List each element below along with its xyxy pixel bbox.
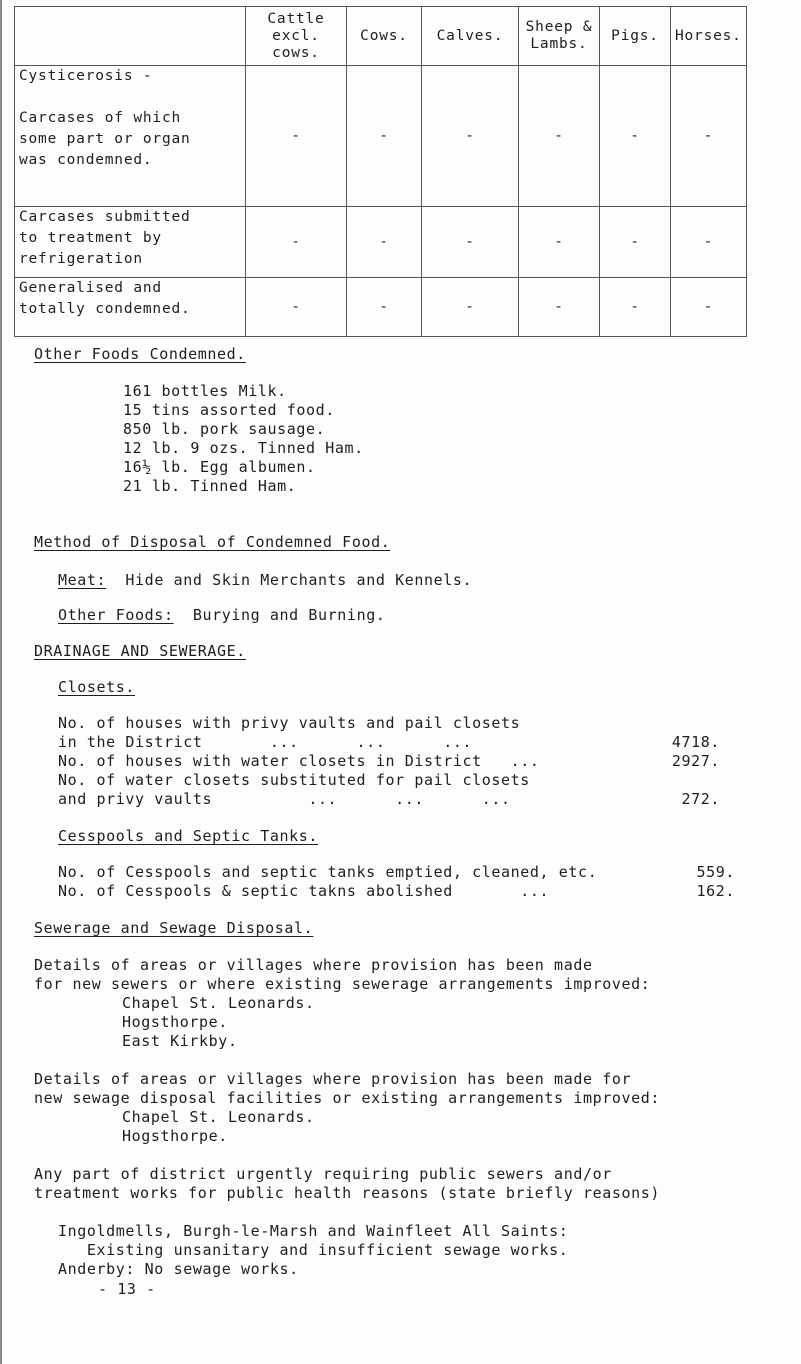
closets-value: 2927. [671,752,720,770]
row-label: Cysticerosis - Carcases of which some part or organ was condemned. [15,66,246,207]
list-item: 15 tins assorted food. [123,401,335,419]
sewers-text: Details of areas or villages where provision has been made for new sewers or where existing sewerage arrangements improved: [34,956,651,993]
page-edge [0,0,2,1364]
list-item: 16½ lb. Egg albumen. [123,458,316,476]
sewerage-heading: Sewerage and Sewage Disposal. [34,919,314,937]
closets-value: 272. [681,790,720,808]
urgent-text: Any part of district urgently requiring public sewers and/or treatment works for public health reasons (state briefly reasons) [34,1165,660,1202]
place-item: East Kirkby. [122,1032,238,1050]
meat-label: Meat: [58,571,107,589]
cesspools-value: 559. [696,863,735,881]
table-cell: - [671,66,747,207]
table-row [15,207,747,278]
table-corner [15,7,246,66]
table-cell: - [671,207,747,278]
list-item: 161 bottles Milk. [123,382,287,400]
closets-line: No. of houses with water closets in District ... [58,752,540,770]
urgent-line: Ingoldmells, Burgh-le-Marsh and Wainfleet All Saints: [58,1222,569,1240]
cesspools-heading: Cesspools and Septic Tanks. [58,827,319,845]
col-header: Calves. [422,7,519,66]
list-item: 12 lb. 9 ozs. Tinned Ham. [123,439,364,457]
closets-heading: Closets. [58,678,136,696]
cesspools-value: 162. [696,882,735,900]
table-cell: - [347,207,422,278]
row-label: Generalised and totally condemned. [15,278,246,337]
table-cell: - [246,278,347,337]
drainage-heading: DRAINAGE AND SEWERAGE. [34,642,246,660]
other-label: Other Foods: [58,606,174,624]
table-cell: - [246,207,347,278]
cesspools-line: No. of Cesspools & septic takns abolished ... [58,882,550,900]
table-row [15,66,747,207]
other-foods-heading: Other Foods Condemned. [34,345,246,363]
table-cell: - [519,278,600,337]
table-cell: - [519,207,600,278]
closets-line: No. of water closets substituted for pail closets [58,771,530,789]
urgent-line: Anderby: No sewage works. [58,1260,299,1278]
meat-text: Hide and Skin Merchants and Kennels. [125,571,473,589]
row-label: Carcases submitted to treatment by refrigeration [15,207,246,278]
table-cell: - [422,66,519,207]
table-cell: - [246,66,347,207]
table-cell: - [422,207,519,278]
table-cell: - [347,66,422,207]
page-number: - 13 - [98,1280,156,1298]
table-cell: - [600,207,671,278]
col-header: Cows. [347,7,422,66]
disposal-other [58,606,385,624]
table-cell: - [422,278,519,337]
table-cell: - [600,278,671,337]
place-item: Hogsthorpe. [122,1013,228,1031]
table-row [15,278,747,337]
disposal-heading: Method of Disposal of Condemned Food. [34,533,391,551]
disposal-text: Details of areas or villages where provision has been made for new sewage disposal facilities or existing arrangements improved: [34,1070,660,1107]
other-text: Burying and Burning. [192,606,386,624]
list-item: 21 lb. Tinned Ham. [123,477,297,495]
table-cell: - [671,278,747,337]
table-cell: - [347,278,422,337]
col-header: Sheep & Lambs. [519,7,600,66]
col-header: Cattle excl. cows. [246,7,347,66]
place-item: Chapel St. Leonards. [122,994,315,1012]
closets-line: No. of houses with privy vaults and pail closets [58,714,521,732]
disposal-meat [58,571,472,589]
closets-line: and privy vaults ... ... ... [58,790,511,808]
urgent-line: Existing unsanitary and insufficient sewage works. [58,1241,569,1259]
col-header: Horses. [671,7,747,66]
table-cell: - [600,66,671,207]
meat-inspection-table [14,6,747,337]
col-header: Pigs. [600,7,671,66]
cesspools-line: No. of Cesspools and septic tanks emptied, cleaned, etc. [58,863,598,881]
closets-line: in the District ... ... ... [58,733,473,751]
place-item: Chapel St. Leonards. [122,1108,315,1126]
list-item: 850 lb. pork sausage. [123,420,326,438]
place-item: Hogsthorpe. [122,1127,228,1145]
table-cell: - [519,66,600,207]
closets-value: 4718. [671,733,720,751]
